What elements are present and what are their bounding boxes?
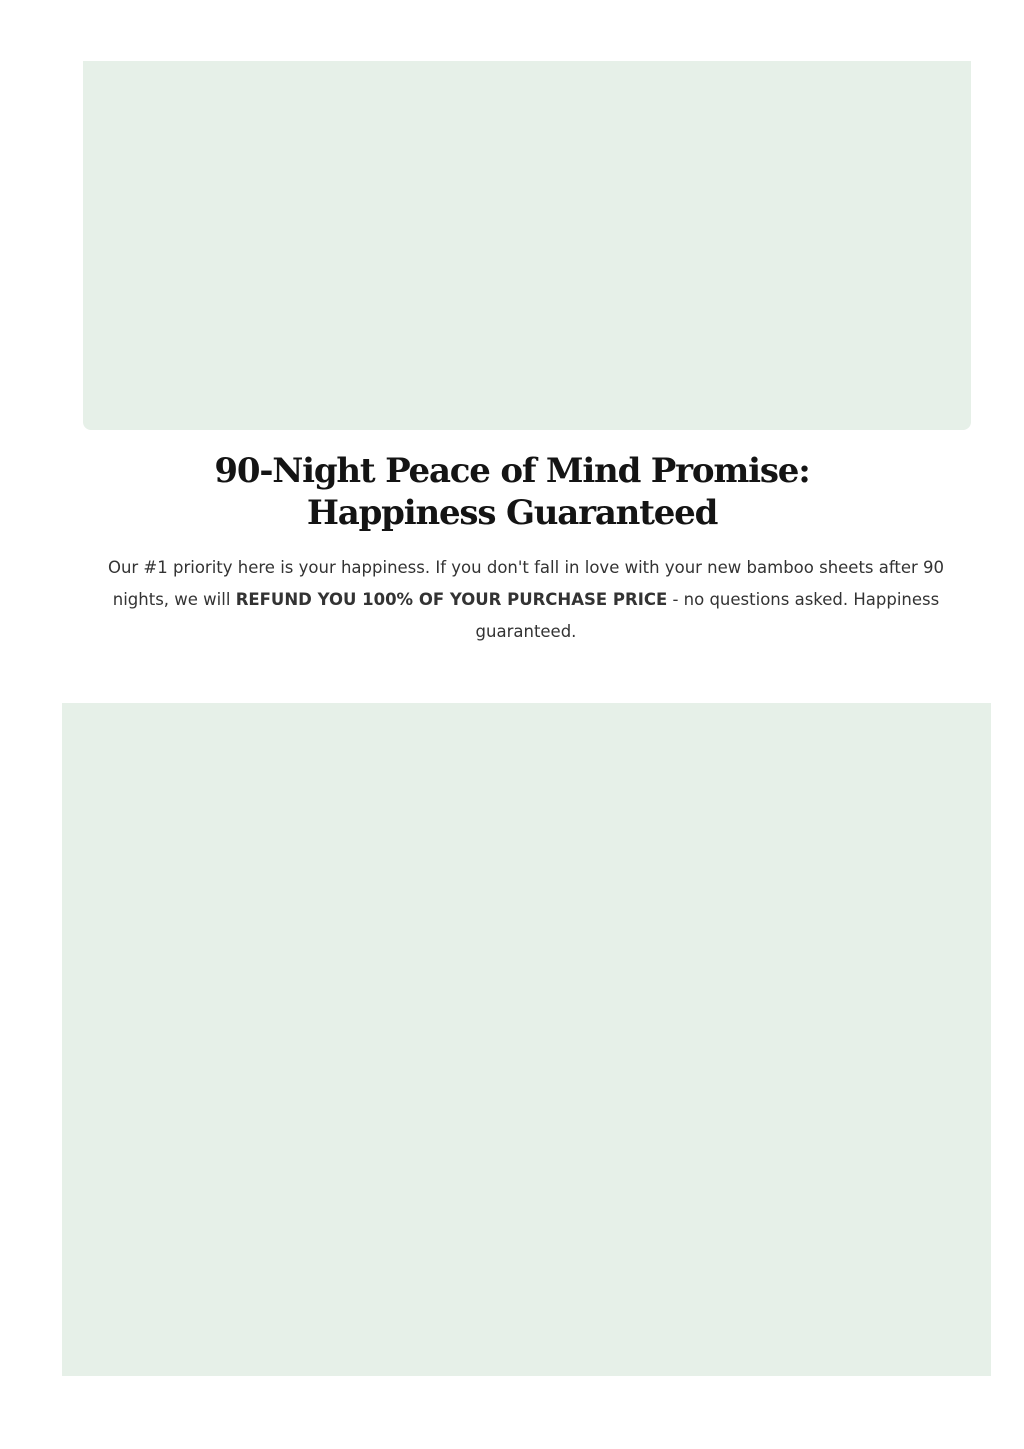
refund-emphasis: REFUND YOU 100% OF YOUR PURCHASE PRICE (235, 590, 668, 609)
secondary-image (62, 703, 991, 1376)
promise-description-intro: Our #1 priority here is your happiness. If you don't fall in love with your new bamboo sheets after 90 nights, we will (107, 558, 945, 609)
promise-description (79, 552, 973, 648)
promise-title: 90-Night Peace of Mind Promise: Happiness Guaranteed (214, 451, 810, 533)
promise-description-outro: - no questions asked. Happiness guaranteed. (475, 590, 940, 641)
promise-hero-image (83, 61, 971, 430)
